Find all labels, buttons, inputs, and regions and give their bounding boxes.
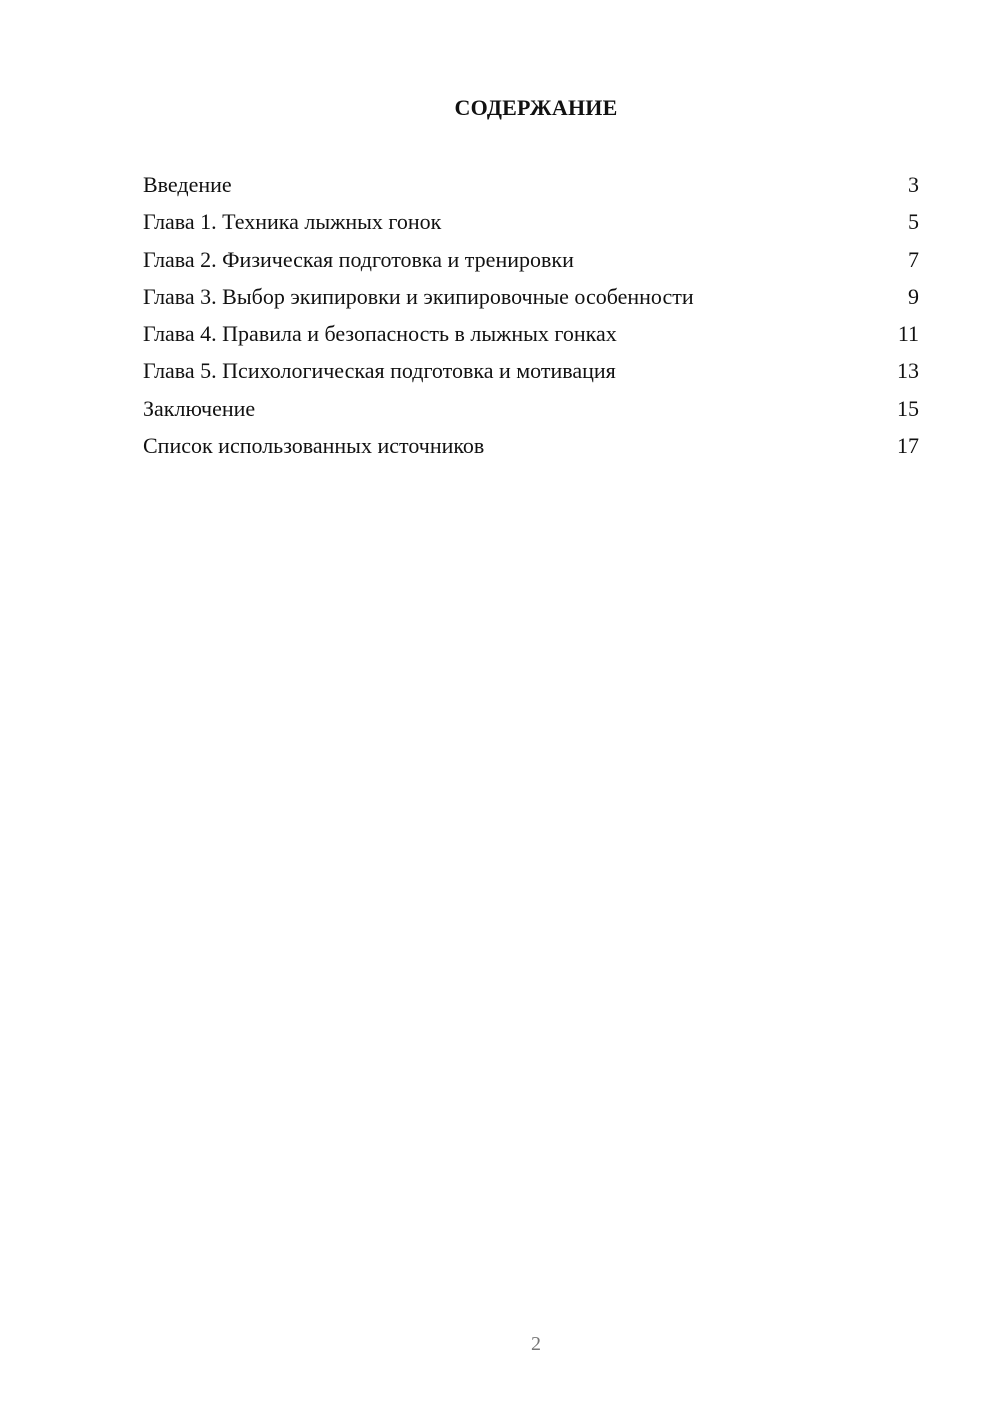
toc-entry-page: 15 <box>897 395 919 421</box>
toc-entry-label: Список использованных источников <box>143 433 485 459</box>
toc-entry-page: 17 <box>897 433 919 459</box>
toc-entry-label: Глава 5. Психологическая подготовка и мотивация <box>143 358 616 384</box>
page-number: 2 <box>531 1333 541 1355</box>
toc-entry-conclusion <box>143 392 919 429</box>
toc-entry-chapter-5 <box>143 354 919 391</box>
toc-entry-page: 7 <box>908 246 919 272</box>
toc-entry-references <box>143 429 919 466</box>
toc-entry-label: Заключение <box>143 395 256 421</box>
toc-entry-page: 13 <box>897 358 919 384</box>
toc-entry-label: Глава 2. Физическая подготовка и тренировки <box>143 246 574 272</box>
toc-title: СОДЕРЖАНИЕ <box>454 95 618 120</box>
toc-entry-chapter-3 <box>143 280 919 317</box>
toc-entry-label: Глава 4. Правила и безопасность в лыжных гонках <box>143 321 617 347</box>
table-of-contents <box>143 168 919 466</box>
toc-entry-label: Глава 3. Выбор экипировки и экипировочные особенности <box>143 283 694 309</box>
toc-entry-page: 9 <box>908 283 919 309</box>
toc-entry-page: 11 <box>897 321 919 347</box>
toc-entry-introduction <box>143 168 919 205</box>
toc-entry-label: Введение <box>143 172 232 197</box>
toc-entry-chapter-4 <box>143 317 919 354</box>
toc-entry-label: Глава 1. Техника лыжных гонок <box>143 209 442 235</box>
toc-entry-chapter-1 <box>143 205 919 242</box>
toc-entry-page: 5 <box>908 209 919 235</box>
toc-entry-chapter-2 <box>143 243 919 280</box>
toc-entry-page: 3 <box>908 172 919 197</box>
